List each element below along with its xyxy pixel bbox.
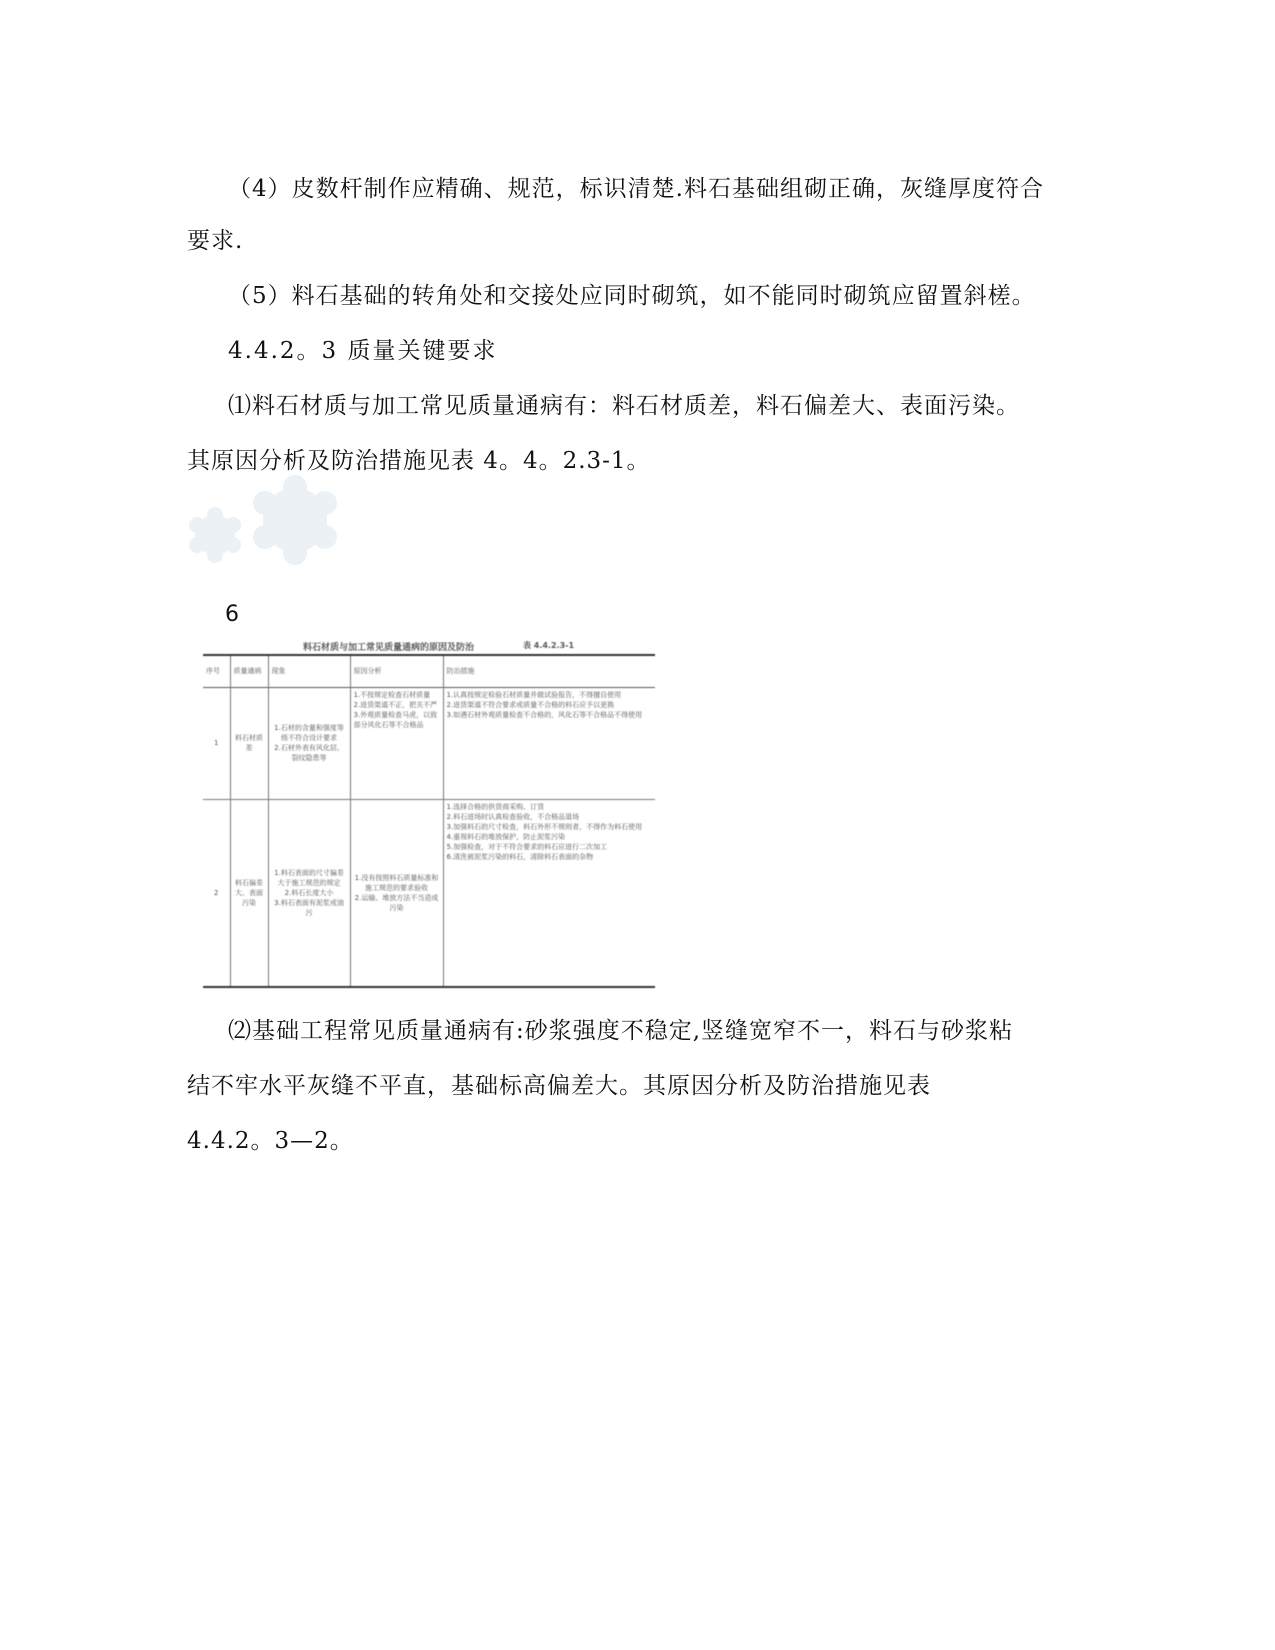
scanned-table-image bbox=[203, 640, 655, 990]
cell-line: 4.重视料石的堆放保护，防止泥浆污染 bbox=[446, 832, 566, 841]
cell-line: 2.料石长度大小 bbox=[284, 888, 334, 897]
row-issue: 料石材质差 bbox=[230, 687, 268, 799]
table-title: 料石材质与加工常见质量通病的原因及防治 bbox=[303, 643, 475, 653]
cell-line: 2.料石进场时认真检查验收，不合格品退场 bbox=[446, 812, 580, 821]
row-measures bbox=[443, 687, 655, 799]
cell-line: 1.料石表面的尺寸偏差大于施工规范的规定 bbox=[274, 868, 344, 887]
material-issues-line-2: 其原因分析及防治措施见表 4。4。2.3-1。 bbox=[187, 448, 651, 474]
cell-line: 1.不按规定检查石材质量 bbox=[353, 690, 431, 699]
row-issue: 料石偏差大、表面污染 bbox=[230, 799, 268, 987]
cell-line: 3.加强料石的尺寸检查，料石外形不规则者，不得作为料石使用 bbox=[446, 822, 643, 831]
row-cause bbox=[350, 799, 443, 987]
header-issue: 质量通病 bbox=[230, 655, 268, 687]
row-phenomenon bbox=[268, 687, 350, 799]
section-heading: 4.4.2。3 质量关键要求 bbox=[228, 338, 498, 364]
cell-line: 3.如遇石材外观质量检查不合格的，风化石等不合格品不得使用 bbox=[446, 710, 643, 719]
row-no: 1 bbox=[203, 687, 230, 799]
cell-line: 2.石材外表有风化层、裂纹隐患等 bbox=[274, 744, 344, 762]
paragraph-4-line-1: （4）皮数杆制作应精确、规范，标识清楚.料石基础组砌正确，灰缝厚度符合 bbox=[228, 176, 1044, 202]
cell-line: 2.进货渠道不正，把关不严 bbox=[353, 700, 438, 709]
cell-line: 1.石材的含量和强度等级不符合设计要求 bbox=[274, 724, 344, 742]
table-row bbox=[203, 687, 655, 799]
row-phenomenon bbox=[268, 799, 350, 987]
foundation-issues-line-3: 4.4.2。3—2。 bbox=[187, 1128, 354, 1154]
cell-line: 3.外观质量检查马虎，以致部分风化石等不合格品 bbox=[353, 710, 438, 729]
cell-line: 3.料石表面有泥浆或油污 bbox=[274, 898, 344, 917]
paragraph-5: （5）料石基础的转角处和交接处应同时砌筑，如不能同时砌筑应留置斜槎。 bbox=[228, 283, 1036, 309]
cell-line: 1.没有按照料石质量标准和施工规范的要求验收 bbox=[354, 873, 439, 892]
page-number: 6 bbox=[225, 602, 239, 627]
header-no: 序号 bbox=[203, 655, 230, 687]
row-no: 2 bbox=[203, 799, 230, 987]
cell-line: 5.加强检查，对于不符合要求的料石应进行二次加工 bbox=[446, 842, 608, 851]
cell-line: 2.运输、堆放方法不当造成污染 bbox=[354, 893, 439, 912]
paragraph-4-line-2: 要求. bbox=[187, 228, 244, 254]
row-measures bbox=[443, 799, 655, 987]
header-cause: 原因分析 bbox=[350, 655, 443, 687]
material-issues-line-1: ⑴料石材质与加工常见质量通病有：料石材质差，料石偏差大、表面污染。 bbox=[228, 393, 1020, 419]
snowflake-watermark-icon bbox=[185, 475, 355, 575]
foundation-issues-line-2: 结不牢水平灰缝不平直，基础标高偏差大。其原因分析及防治措施见表 bbox=[187, 1073, 931, 1099]
defects-table bbox=[203, 654, 655, 988]
table-row bbox=[203, 799, 655, 987]
header-phenomenon: 现象 bbox=[268, 655, 350, 687]
cell-line: 2.进货渠道不符合要求或质量不合格的料石应予以更换 bbox=[446, 700, 615, 709]
cell-line: 1.认真按规定检验石材质量并做试验报告，不得擅自使用 bbox=[446, 690, 622, 699]
row-cause bbox=[350, 687, 443, 799]
cell-line: 6.清洗被泥浆污染的料石，清除料石表面的杂物 bbox=[446, 852, 594, 861]
cell-line: 1.选择合格的供货商采购、订货 bbox=[446, 802, 545, 811]
header-measures: 防治措施 bbox=[443, 655, 655, 687]
table-header-row bbox=[203, 655, 655, 687]
foundation-issues-line-1: ⑵基础工程常见质量通病有:砂浆强度不稳定,竖缝宽窄不一，料石与砂浆粘 bbox=[228, 1018, 1014, 1044]
table-code: 表 4.4.2.3-1 bbox=[523, 641, 575, 650]
